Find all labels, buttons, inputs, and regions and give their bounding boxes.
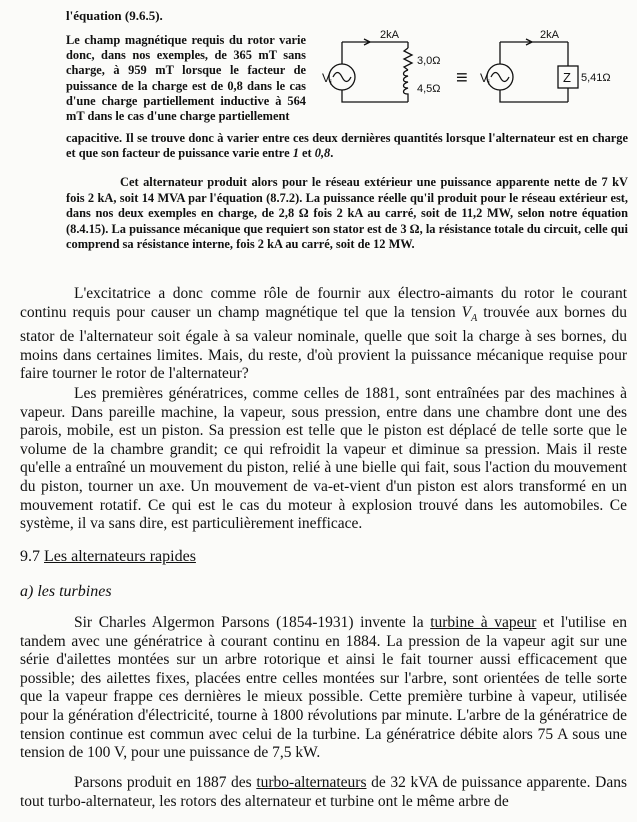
text-run: et l'utilise en tandem avec une génératrice à courant continu en 1884. La pression de la vapeur agit sur une série d'ailettes montées sur un arbre rotorique et ainsi le fait tourner aussi efficacement que possible; des ailettes fixes, placées entre celles montées sur l'arbre, sont orientées de telle sorte que la vapeur frappe ces dernières le mieux possible. Cette première turbine à vapeur, utilisée pour la génération d'électricité, tourne à 1800 révolutions par minute. L'arbre de la génératrice de tension continue est commun avec celui de la turbine. La génératrice débite alors 75 A sous une tension de 100 V, pour une puissance de 7,5 kW. (20, 614, 627, 762)
left-wires (342, 42, 408, 102)
underlined-term: turbo-alternateurs (256, 774, 367, 791)
paragraph-parsons (20, 614, 627, 763)
equivalence-symbol: ≡ (456, 67, 468, 89)
inductor-symbol (404, 70, 409, 98)
left-current-label: 2kA (380, 29, 399, 41)
inductor-label: 4,5Ω (417, 83, 441, 95)
text-run: Parsons produit en 1887 des (74, 774, 252, 791)
left-source-sub: i (330, 78, 332, 87)
section-title: Les alternateurs rapides (44, 548, 196, 565)
paragraph-turbo-alternators (20, 774, 627, 811)
underlined-term: turbine à vapeur (430, 614, 537, 631)
left-source-var: V (322, 71, 331, 85)
resistor-label: 3,0Ω (417, 55, 441, 67)
voltage-subscript: A (471, 312, 478, 324)
right-current-label: 2kA (540, 29, 559, 41)
voltage-symbol (461, 303, 478, 324)
equivalent-circuit-diagram (318, 28, 630, 110)
paragraph-field-variation-cont (66, 131, 628, 161)
paragraph-apparent-power: Cet alternateur produit alors pour le réseau extérieur une puissance apparente nette de 7 kV fois 2 kA, soit 14 MVA par l'équation (8.7.2). La puissance réelle qu'il produit pour le réseau extérieur est, dans nos deux exemples en charge, de 2,8 Ω fois 2 kA au carré, soit de 11,2 MW, selon notre équation (8.4.15). La puissance mécanique que requiert son stator est de 3 Ω, la résistance totale du circuit, celle qui comprend sa résistance interne, fois 2 kA au carré, soit de 12 MW. (66, 175, 628, 251)
italic-value: 0,8 (314, 146, 331, 161)
paragraph-field-variation: Le champ magnétique requis du rotor varie donc, dans nos exemples, de 365 mT sans charge, à 959 mT lorsque le facteur de puissance de la charge est de 0,8 dans le cas d'une charge partiellement inductive à 564 mT dans le cas d'une charge partiellement (66, 33, 306, 124)
right-source-sub: i (488, 78, 490, 87)
text-run: capacitive. Il se trouve donc à varier entre ces deux dernières quantités lorsque l'alternateur est en charge et que son facteur de puissance varie entre (66, 131, 628, 161)
text-run: . (330, 146, 334, 161)
italic-value: 1 (292, 146, 299, 161)
text-run: et (302, 146, 312, 161)
impedance-symbol: Z (563, 70, 571, 85)
text-run: de 32 kVA de puissance apparente. Dans tout turbo-alternateur, les rotors des alternateur et turbine ont le même arbre de (20, 774, 627, 810)
text-run: Sir Charles Algermon Parsons (1854-1931) invente la (74, 614, 424, 631)
left-source-label (322, 71, 332, 87)
section-heading (20, 548, 196, 566)
impedance-label: 5,41Ω (581, 72, 611, 84)
top-line: l'équation (9.6.5). (66, 8, 163, 23)
sine-wave-icon (491, 73, 509, 82)
paragraph-steam-engines: Les premières génératrices, comme celles de 1881, sont entraînées par des machines à vapeur. Dans pareille machine, la vapeur, sous pression, entre dans une chambre dont une des parois, mobile, est un piston. Sa pression est telle que le piston est déplacé de telle sorte que le volume de la chambre grandit; ce qui refroidit la vapeur et diminue sa pression. Mais il reste qu'elle a entraîné un mouvement du piston, relié à une bielle qui fait, sous l'action du mouvement du piston, tourner un axe. Un mouvement de va-et-vient d'un piston est alors transformé en un mouvement rotatif. Ce qui est le cas du moteur à explosion trouvé dans les automobiles. Ce système, il va sans dire, est particulièrement inefficace. (20, 385, 627, 533)
paragraph-exciter (20, 285, 627, 384)
section-number: 9.7 (20, 548, 40, 565)
text-run: trouvée aux bornes du stator de l'alternateur soit égale à sa valeur nominale, quelle que soit la charge à ses bornes, du moins dans certaines limites. Mais, du reste, d'où provient la puissance mécanique requise pour faire tourner le rotor de l'alternateur? (20, 303, 627, 383)
subsection-heading: a) les turbines (20, 583, 112, 600)
sine-wave-icon (333, 73, 351, 82)
text-run: L'excitatrice a donc comme rôle de fournir aux électro-aimants du rotor le courant continu requis pour causer un champ magnétique tel que la tension (20, 285, 627, 321)
voltage-var: V (461, 303, 472, 321)
right-source-var: V (480, 71, 489, 85)
resistor-symbol (404, 48, 412, 70)
right-source-label (480, 71, 490, 87)
